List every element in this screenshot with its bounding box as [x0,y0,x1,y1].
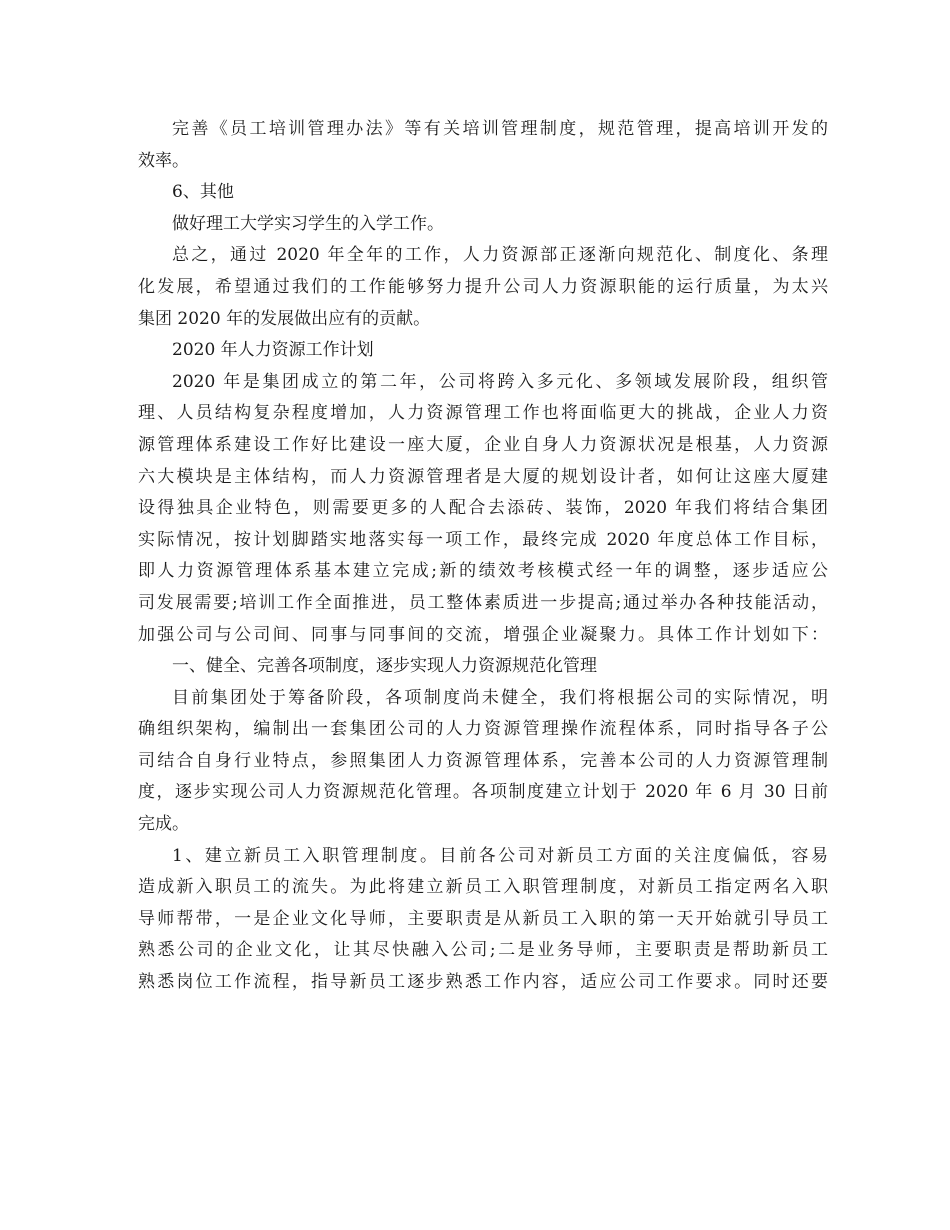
text-line: 司发展需要;培训工作全面推进，员工整体素质进一步提高;通过举办各种技能活动， [138,592,828,613]
text-line: 完善《员工培训管理办法》等有关培训管理制度，规范管理，提高培训开发的 [172,119,828,139]
text-line: 做好理工大学实习学生的入学工作。 [172,213,444,234]
text-line: 造成新入职员工的流失。为此将建立新员工入职管理制度，对新员工指定两名入职 [138,877,828,898]
text-line: 六大模块是主体结构，而人力资源管理者是大厦的规划设计者，如何让这座大厦建 [138,466,828,487]
text-line: 设得独具企业特色，则需要更多的人配合去添砖、装饰，2020 年我们将结合集团 [138,498,828,519]
text-line: 司结合自身行业特点，参照集团人力资源管理体系，完善本公司的人力资源管理制 [138,750,828,771]
text-line: 目前集团处于筹备阶段，各项制度尚未健全，我们将根据公司的实际情况，明 [172,687,828,708]
text-line: 确组织架构，编制出一套集团公司的人力资源管理操作流程体系，同时指导各子公 [138,719,828,740]
text-line: 加强公司与公司间、同事与同事间的交流，增强企业凝聚力。具体工作计划如下： [138,624,828,645]
text-line: 即人力资源管理体系基本建立完成;新的绩效考核模式经一年的调整，逐步适应公 [138,561,828,582]
text-line: 实际情况，按计划脚踏实地落实每一项工作，最终完成 2020 年度总体工作目标， [138,529,828,550]
text-line: 一、健全、完善各项制度，逐步实现人力资源规范化管理 [172,656,597,677]
text-line: 熟悉岗位工作流程，指导新员工逐步熟悉工作内容，适应公司工作要求。同时还要 [138,972,828,993]
text-line: 6、其他 [172,182,234,203]
text-line: 效率。 [138,150,189,171]
document-page [138,114,828,999]
text-line: 度，逐步实现公司人力资源规范化管理。各项制度建立计划于 2020 年 6 月 30 日前 [138,782,828,803]
text-line: 2020 年人力资源工作计划 [172,340,374,361]
text-line: 熟悉公司的企业文化，让其尽快融入公司;二是业务导师，主要职责是帮助新员工 [138,940,828,961]
text-line: 导师帮带，一是企业文化导师，主要职责是从新员工入职的第一天开始就引导员工 [138,908,828,929]
text-line: 集团 2020 年的发展做出应有的贡献。 [138,308,431,329]
text-line: 源管理体系建设工作好比建设一座大厦，企业自身人力资源状况是根基，人力资源 [138,434,828,455]
text-line: 化发展，希望通过我们的工作能够努力提升公司人力资源职能的运行质量，为太兴 [138,276,828,297]
text-line: 1、建立新员工入职管理制度。目前各公司对新员工方面的关注度偏低，容易 [172,845,828,866]
text-line: 理、人员结构复杂程度增加，人力资源管理工作也将面临更大的挑战，企业人力资 [138,403,828,424]
text-line: 总之，通过 2020 年全年的工作，人力资源部正逐渐向规范化、制度化、条理 [172,245,828,266]
text-line: 2020 年是集团成立的第二年，公司将跨入多元化、多领域发展阶段，组织管 [172,371,828,392]
text-line: 完成。 [138,814,189,835]
